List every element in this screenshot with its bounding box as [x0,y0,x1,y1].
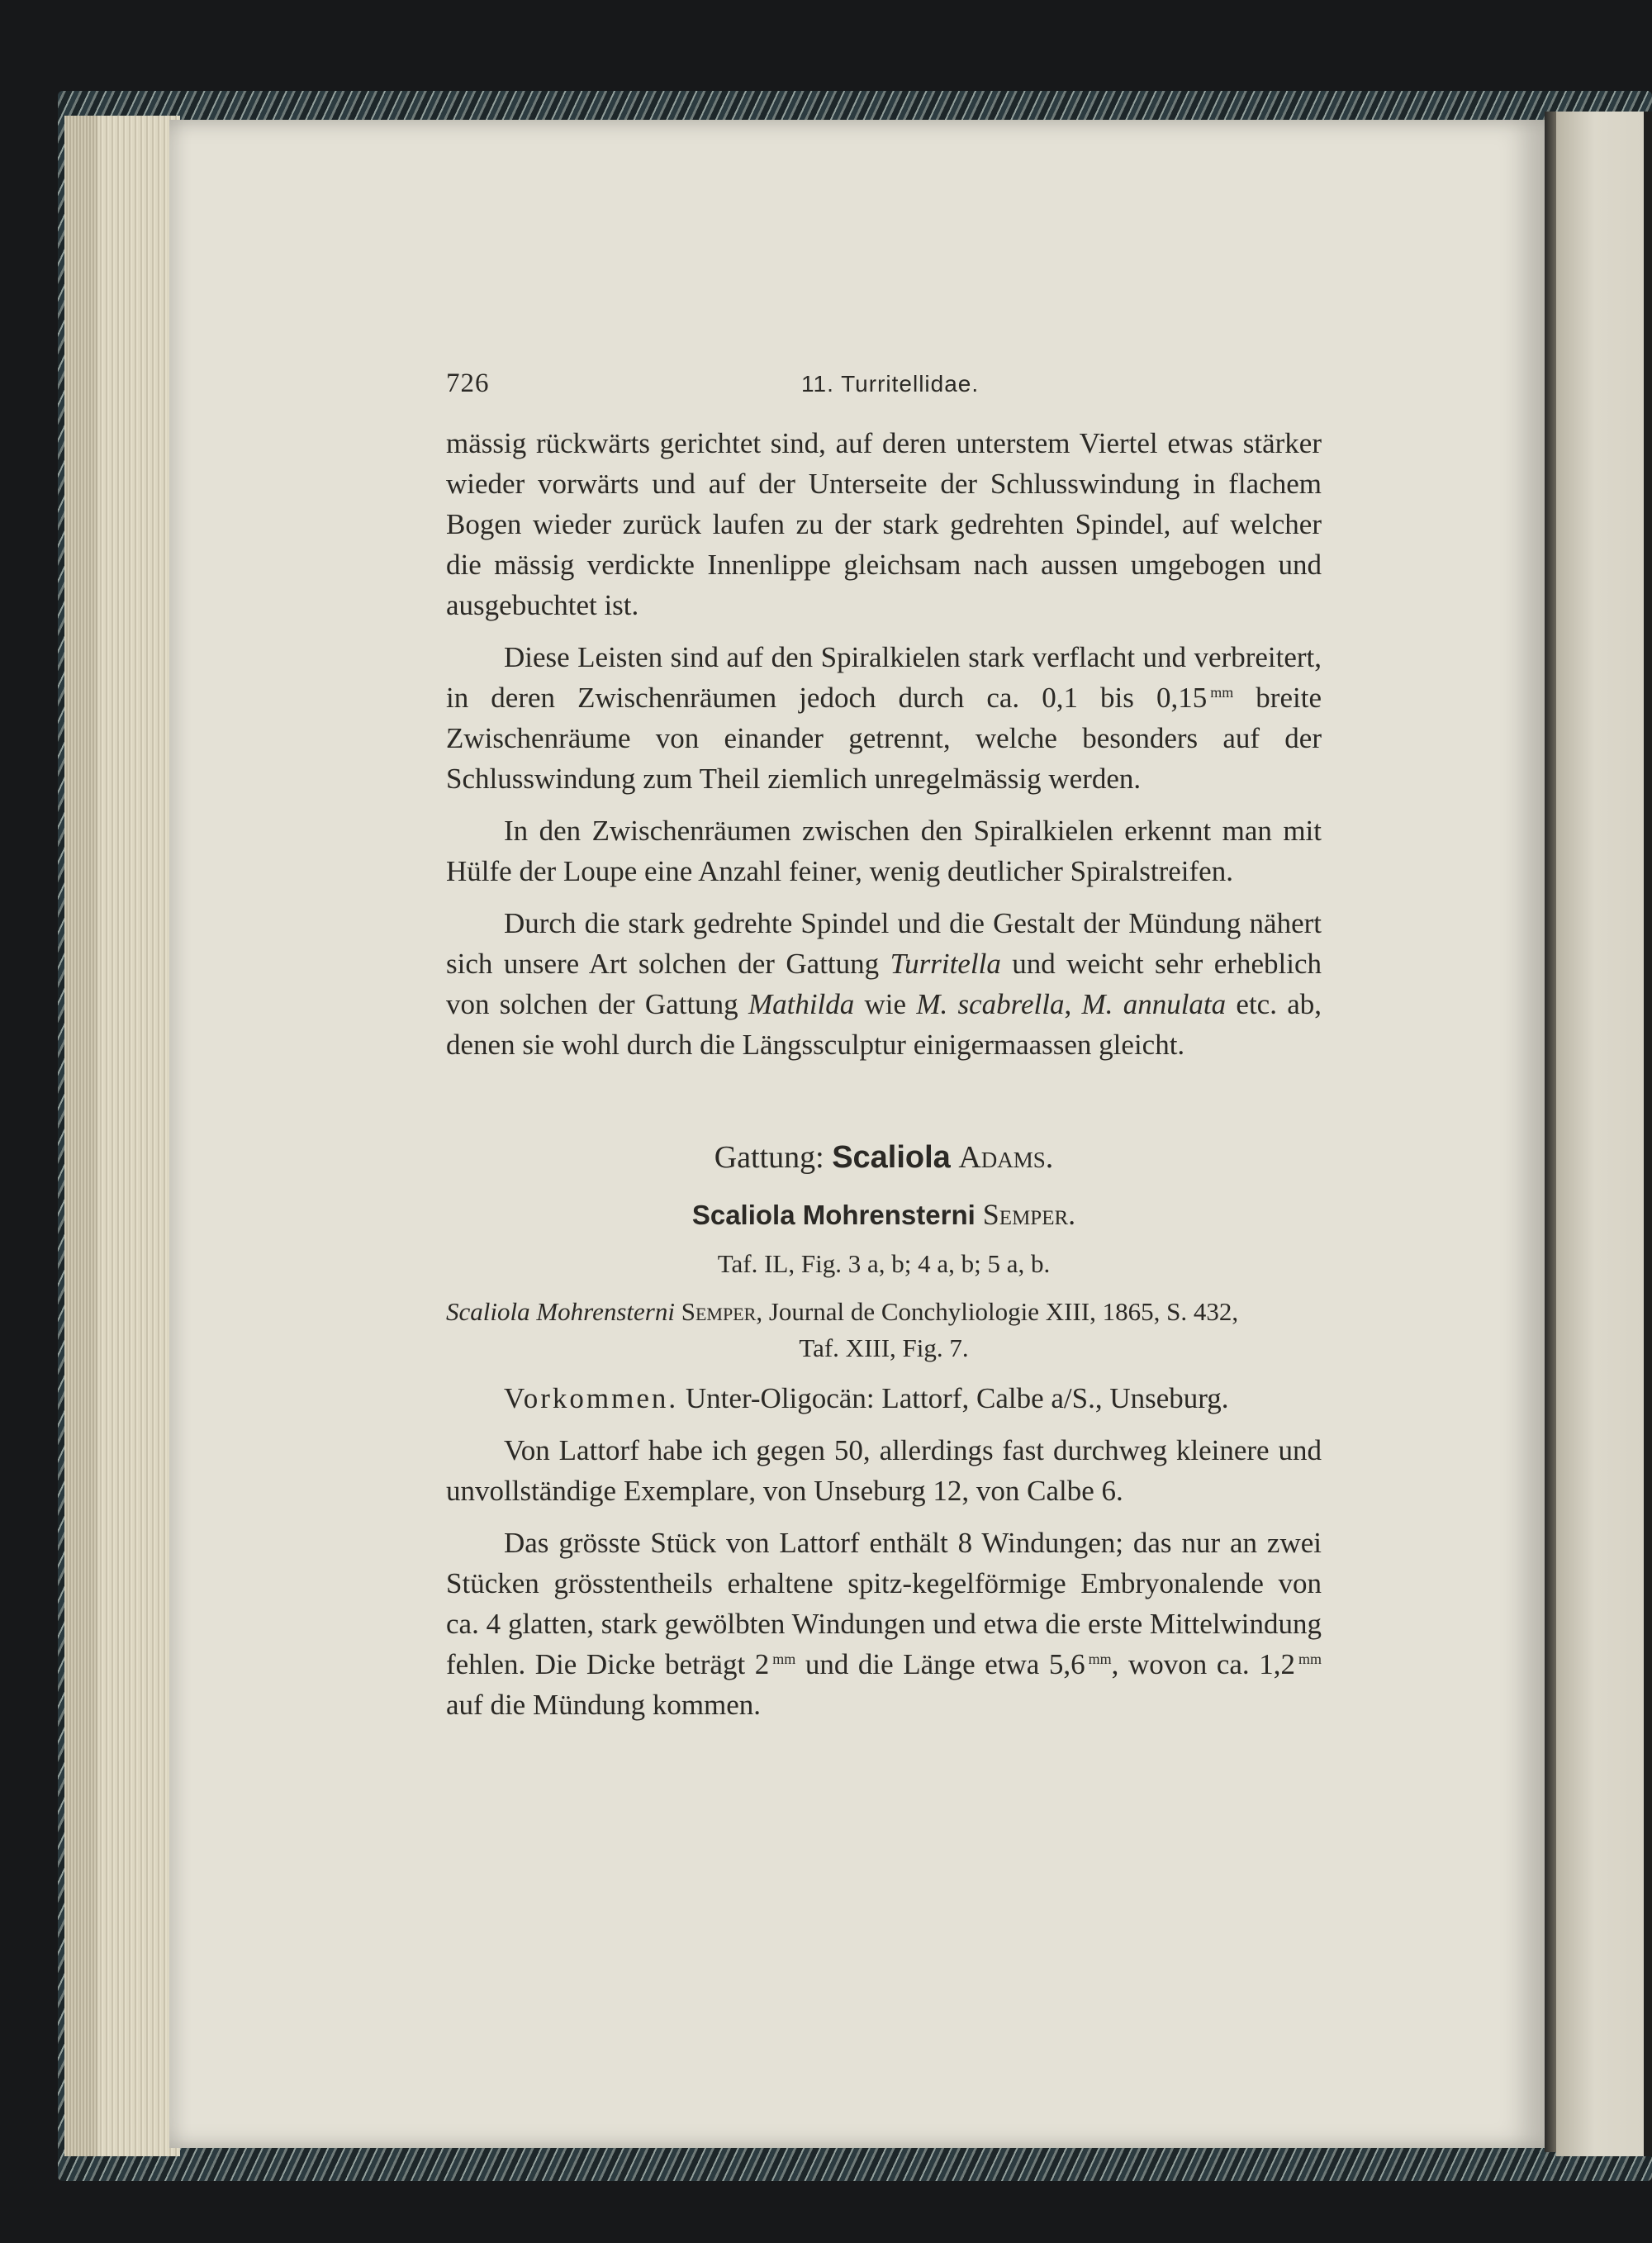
section-title: 11. Turritellidae. [801,371,980,397]
unit-mm-3: mm [1298,1651,1322,1667]
synonym-name: Scaliola Mohrensterni [446,1297,675,1326]
unit-mm: mm [1210,684,1234,701]
p2-text-2: breite Zwischenräume von einander getrennt, welche besonders auf der Schlusswindung zum Theil ziemlich unregelmässig werden. [446,682,1322,795]
taxon-mathilda: Mathilda [748,988,855,1020]
p6-text-2: und die Länge etwa 5,6 [795,1648,1085,1680]
p4-text-1: Durch die stark gedrehte Spindel und die Gestalt der Mündung nähert sich unsere Art solchen der Gattung [446,907,1322,980]
p4-text-3: wie [854,988,917,1020]
synonym-plate: Taf. XIII, Fig. 7. [799,1333,969,1362]
taxon-m-scabrella: M. scabrella [916,988,1065,1020]
facing-page-edge [1556,112,1652,2156]
running-head [446,364,1322,405]
page-stack [97,116,180,2156]
taxon-turritella: Turritella [890,948,1001,980]
species-heading [446,1195,1322,1235]
synonym-author: Semper [681,1297,757,1326]
species-author: Semper. [982,1198,1076,1231]
plate-reference: Taf. IL, Fig. 3 a, b; 4 a, b; 5 a, b. [717,1249,1051,1278]
genus-author: Adams. [958,1140,1054,1175]
paragraph-3: In den Zwischenräumen zwischen den Spiralkielen erkennt man mit Hülfe der Loupe eine Anzahl feiner, wenig deutlicher Spiralstreifen. [446,815,1322,887]
occurrence-label: Vorkommen. [504,1382,679,1414]
paragraph-5: Von Lattorf habe ich gegen 50, allerdings fast durchweg kleinere und unvollständige Exemplare, von Unseburg 12, von Calbe 6. [446,1434,1322,1507]
book-gutter [1545,112,1556,2152]
taxon-m-annulata: M. annulata [1081,988,1227,1020]
unit-mm-1: mm [772,1651,796,1667]
species-name: Scaliola Mohrensterni [691,1200,976,1230]
p2-text-1: Diese Leisten sind auf den Spiralkielen stark verflacht und verbreitert, in deren Zwischenräumen jedoch durch ca. 0,1 bis 0,15 [446,641,1322,714]
p4-text-2: und weicht sehr erheblich von solchen der Gattung [446,948,1322,1020]
occurrence-text: Unter-Oligocän: Lattorf, Calbe a/S., Unseburg. [678,1382,1229,1414]
page-content [446,364,1322,1725]
paragraph-1: mässig rückwärts gerichtet sind, auf deren unterstem Viertel etwas stärker wieder vorwärts und auf der Unterseite der Schlusswindung in flachem Bogen wieder zurück laufen zu der stark gedrehten Spindel, auf welcher die mässig verdickte Innenlippe gleichsam nach aussen umgebogen und ausgebuchtet ist. [446,427,1322,621]
page-number: 726 [446,368,490,398]
genus-prefix: Gattung: [714,1140,833,1175]
genus-heading [446,1138,1322,1178]
p4-text-4: , [1064,988,1082,1020]
genus-name: Scaliola [832,1140,951,1175]
paragraph-6 [446,1523,1322,1725]
unit-mm-2: mm [1088,1651,1112,1667]
p6-text-1: Das grösste Stück von Lattorf enthält 8 Windungen; das nur an zwei Stücken grösstentheils erhaltene spitz-kegelförmige Embryonalende von ca. 4 glatten, stark gewölbten Windungen und etwa die erste Mittelwindung fehlen. Die Dicke beträgt 2 [446,1527,1322,1680]
page-block-edge [64,116,102,2156]
paragraph-2 [446,637,1322,799]
p6-text-4: auf die Mündung kommen. [446,1689,762,1721]
paragraph-4 [446,903,1322,1065]
synonym-citation: , Journal de Conchyliologie XIII, 1865, S. 432, [756,1297,1239,1326]
p6-text-3: , wovon ca. 1,2 [1111,1648,1295,1680]
p4-text-5: etc. ab, denen sie wohl durch die Längssculptur einigermaassen gleicht. [446,988,1322,1061]
synonymy-entry [446,1294,1322,1366]
right-border [1644,112,1652,2156]
occurrence-paragraph [446,1378,1322,1419]
